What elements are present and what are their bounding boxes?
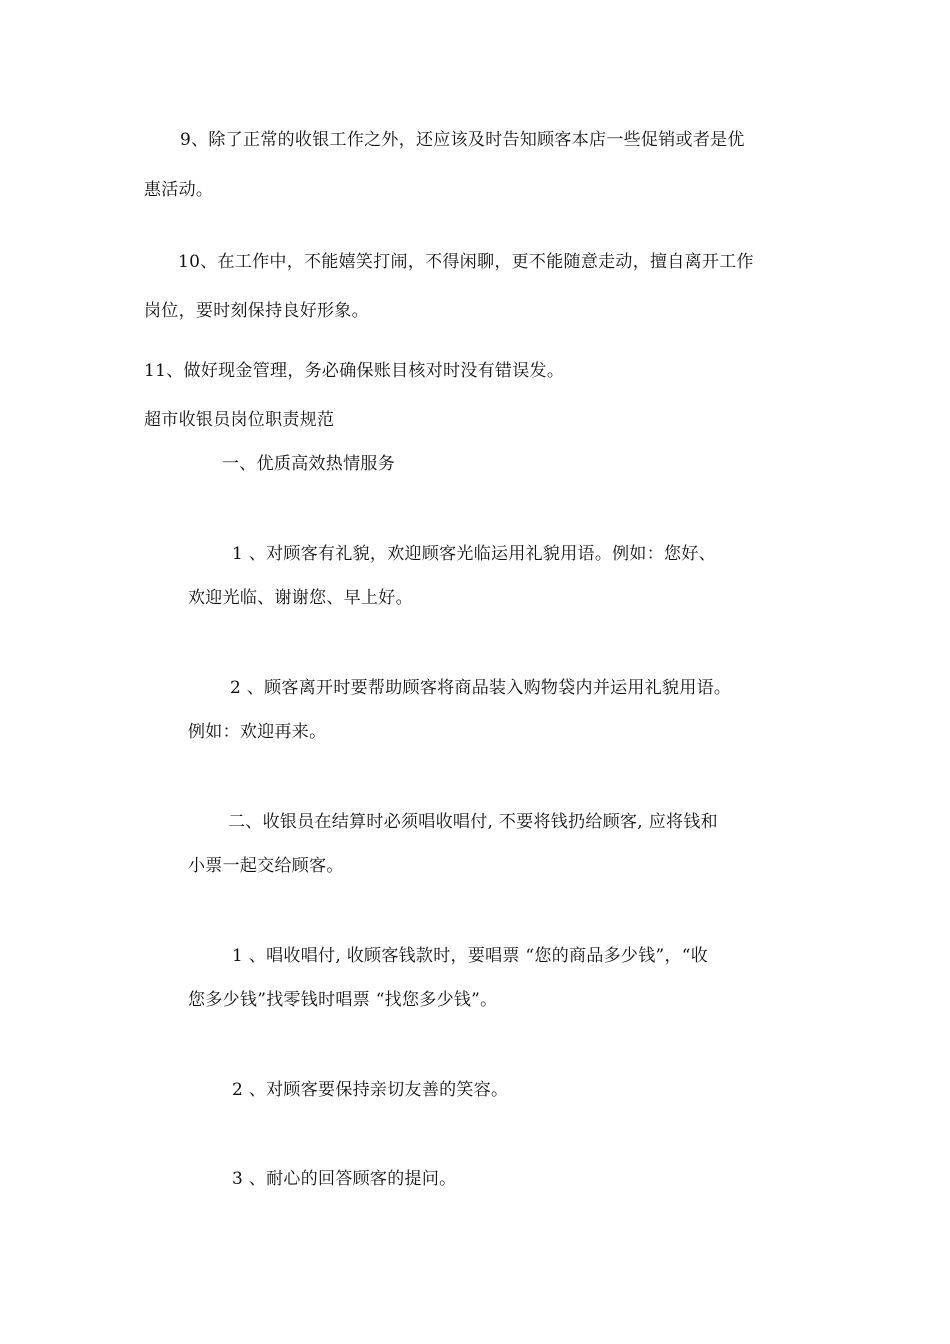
heading-two-line-1: 二、收银员在结算时必须唱收唱付, 不要将钱扔给顾客, 应将钱和 xyxy=(228,812,718,832)
heading-two-line-2: 小票一起交给顾客。 xyxy=(188,856,344,876)
subpoint-1-line-1: 1 、唱收唱付, 收顾客钱款时，要唱票 “您的商品多少钱”，“收 xyxy=(232,946,709,966)
point-1-line-1: 1 、对顾客有礼貌，欢迎顾客光临运用礼貌用语。例如：您好、 xyxy=(232,544,716,564)
item-10-line-1: 10、在工作中，不能嬉笑打闹，不得闲聊，更不能随意走动，擅自离开工作 xyxy=(178,252,754,272)
point-2-line-1: 2 、顾客离开时要帮助顾客将商品装入购物袋内并运用礼貌用语。 xyxy=(230,678,732,698)
subpoint-3-line: 3 、耐心的回答顾客的提问。 xyxy=(232,1169,457,1189)
section-title: 超市收银员岗位职责规范 xyxy=(144,410,335,430)
subpoint-2-line: 2 、对顾客要保持亲切友善的笑容。 xyxy=(232,1080,509,1100)
heading-one: 一、优质高效热情服务 xyxy=(222,454,395,474)
item-9-line-1: 9、除了正常的收银工作之外，还应该及时告知顾客本店一些促销或者是优 xyxy=(180,130,745,150)
point-1-line-2: 欢迎光临、谢谢您、早上好。 xyxy=(188,588,413,608)
item-11-line: 11、做好现金管理，务必确保账目核对时没有错误发。 xyxy=(144,361,565,381)
item-9-line-2: 惠活动。 xyxy=(144,180,214,200)
subpoint-1-line-2: 您多少钱”找零钱时唱票 “找您多少钱”。 xyxy=(188,990,498,1010)
point-2-line-2: 例如：欢迎再来。 xyxy=(188,722,327,742)
item-10-line-2: 岗位，要时刻保持良好形象。 xyxy=(144,301,369,321)
